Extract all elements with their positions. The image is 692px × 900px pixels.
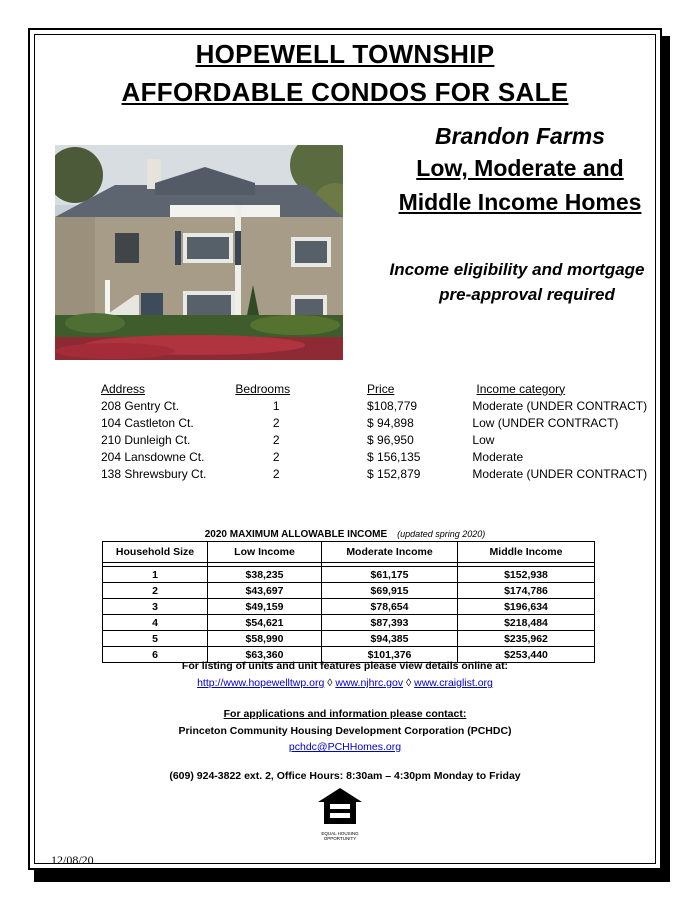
unit-bedrooms: 2 [272,415,280,430]
unit-category: Moderate [472,449,524,464]
low-income-value: $43,697 [208,583,322,599]
income-limits-table [102,541,595,663]
income-table-caption [35,529,655,540]
household-size: 5 [103,631,208,647]
flyer-inner-border [34,34,656,867]
income-row [103,567,595,583]
middle-income-value: $174,786 [458,583,595,599]
contact-organization: Princeton Community Housing Development Corporation (PCHDC) [178,725,512,737]
link-separator: ◊ [327,677,333,689]
moderate-income-value: $61,175 [322,567,458,583]
unit-category: Low [472,432,495,447]
middle-income-value: $152,938 [458,567,595,583]
household-size: 3 [103,599,208,615]
unit-bedrooms: 2 [272,449,280,464]
income-updated-note: (updated spring 2020) [397,529,486,539]
unit-row [101,465,655,482]
header-price: Price [367,381,395,396]
unit-address: 210 Dunleigh Ct. [101,432,191,447]
unit-category: Low (UNDER CONTRACT) [472,415,619,430]
eligibility-line-2: pre-approval required [439,285,615,304]
unit-address: 138 Shrewsbury Ct. [101,466,207,481]
listing-text: For listing of units and unit features please view details online at: [181,660,509,672]
community-name: Brandon Farms [435,123,605,149]
income-row [103,583,595,599]
unit-row [101,397,655,414]
contact-email-line [35,741,655,753]
equal-housing-icon [316,786,364,826]
low-income-value: $49,159 [208,599,322,615]
unit-row [101,414,655,431]
links-line [35,677,655,689]
unit-address: 208 Gentry Ct. [101,398,180,413]
equal-housing-text-1: EQUAL HOUSING [321,831,359,836]
middle-income-value: $196,634 [458,599,595,615]
low-income-value: $38,235 [208,567,322,583]
condo-photo [55,145,343,360]
header-middle-income: Middle Income [458,542,595,563]
flyer-date: 12/08/20 [51,853,94,867]
equal-housing-logo [316,786,364,841]
hopewelltwp-link[interactable]: http://www.hopewelltwp.org [197,677,325,689]
middle-income-value: $218,484 [458,615,595,631]
unit-bedrooms: 1 [272,398,280,413]
income-row [103,615,595,631]
moderate-income-value: $101,376 [322,647,458,663]
unit-category: Moderate (UNDER CONTRACT) [472,466,648,481]
unit-price: $108,779 [367,398,418,413]
link-separator: ◊ [406,677,412,689]
moderate-income-value: $78,654 [322,599,458,615]
moderate-income-value: $69,915 [322,583,458,599]
header-household-size: Household Size [103,542,208,563]
unit-price: $ 156,135 [367,449,421,464]
equal-housing-text-2: OPPORTUNITY [323,836,357,841]
household-size: 1 [103,567,208,583]
units-header-row [101,380,655,397]
moderate-income-value: $87,393 [322,615,458,631]
low-income-value: $58,990 [208,631,322,647]
income-heading-line-2: Middle Income Homes [398,189,642,215]
moderate-income-value: $94,385 [322,631,458,647]
header-income-category: Income category [476,381,566,396]
unit-address: 204 Lansdowne Ct. [101,449,205,464]
unit-price: $ 94,898 [367,415,414,430]
eligibility-note [367,257,667,307]
flyer-page [28,28,662,870]
title-line-1: HOPEWELL TOWNSHIP [195,39,495,69]
income-row [103,599,595,615]
unit-row [101,431,655,448]
low-income-value: $54,621 [208,615,322,631]
income-heading-line-1: Low, Moderate and [416,155,624,181]
unit-address: 104 Castleton Ct. [101,415,194,430]
income-caption-text: 2020 MAXIMUM ALLOWABLE INCOME [204,529,388,540]
household-size: 6 [103,647,208,663]
unit-row [101,448,655,465]
unit-price: $ 96,950 [367,432,414,447]
unit-bedrooms: 2 [272,466,280,481]
income-header-row [103,542,595,563]
contact-phone-hours: (609) 924-3822 ext. 2, Office Hours: 8:30am – 4:30pm Monday to Friday [169,770,521,782]
low-income-value: $63,360 [208,647,322,663]
header-address: Address [101,381,146,396]
title-line-2: AFFORDABLE CONDOS FOR SALE [121,77,569,107]
income-row [103,631,595,647]
middle-income-value: $235,962 [458,631,595,647]
contact-email-link[interactable]: pchdc@PCHHomes.org [288,741,402,753]
unit-category: Moderate (UNDER CONTRACT) [472,398,648,413]
middle-income-value: $253,440 [458,647,595,663]
unit-bedrooms: 2 [272,432,280,447]
household-size: 2 [103,583,208,599]
unit-price: $ 152,879 [367,466,421,481]
njhrc-link[interactable]: www.njhrc.gov [335,677,404,689]
eligibility-line-1: Income eligibility and mortgage [389,260,645,279]
header-low-income: Low Income [208,542,322,563]
household-size: 4 [103,615,208,631]
contact-heading: For applications and information please contact: [223,708,467,720]
header-bedrooms: Bedrooms [235,381,291,396]
units-table [101,380,655,482]
header-moderate-income: Moderate Income [322,542,458,563]
craiglist-link[interactable]: www.craiglist.org [414,677,493,689]
